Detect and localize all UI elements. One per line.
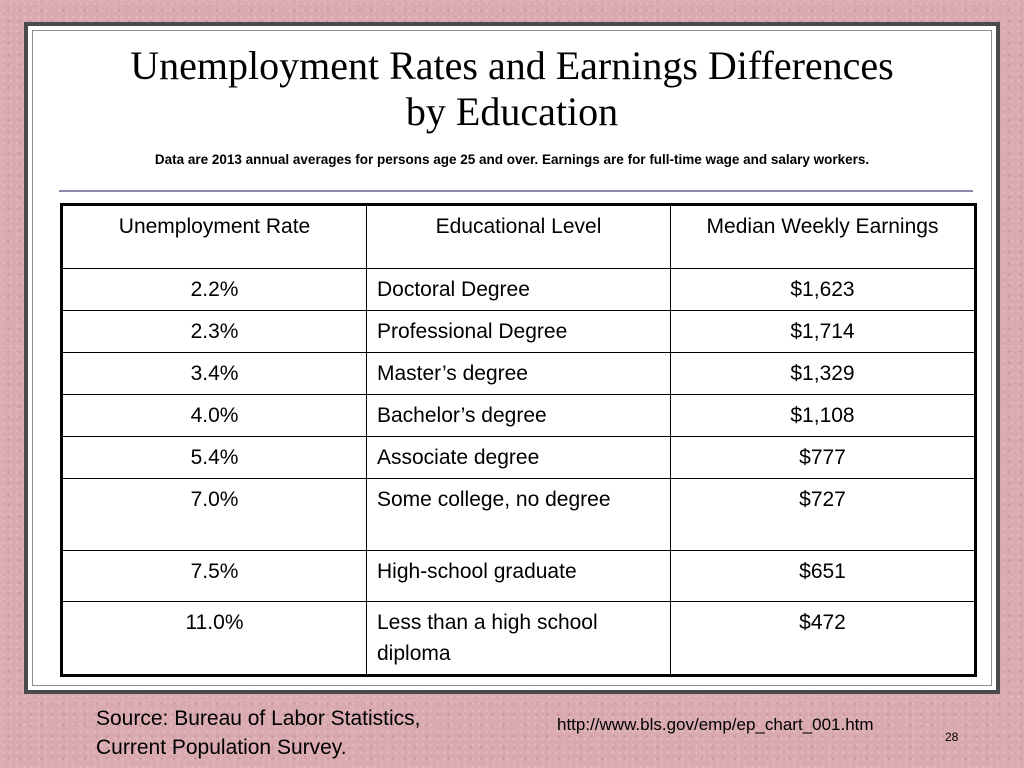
median-earnings-cell: $727 [671,479,976,551]
source-citation [96,704,421,762]
educational-level-cell: Doctoral Degree [367,269,671,311]
table-row [62,269,976,311]
source-line-1: Source: Bureau of Labor Statistics, [96,707,421,730]
slide-title-line-1: Unemployment Rates and Earnings Differences [130,43,894,88]
table-row [62,479,976,551]
header-educational-level: Educational Level [367,205,671,269]
unemployment-rate-cell: 11.0% [62,602,367,676]
educational-level-cell: High-school graduate [367,551,671,602]
slide-frame [24,22,1000,694]
education-table [60,203,977,677]
unemployment-rate-cell: 2.2% [62,269,367,311]
table-row [62,395,976,437]
educational-level-cell: Some college, no degree [367,479,671,551]
table-row [62,602,976,676]
header-median-weekly-earnings: Median Weekly Earnings [671,205,976,269]
unemployment-rate-cell: 3.4% [62,353,367,395]
source-url: http://www.bls.gov/emp/ep_chart_001.htm [557,715,874,734]
median-earnings-cell: $1,623 [671,269,976,311]
educational-level-cell: Associate degree [367,437,671,479]
table-row [62,311,976,353]
slide-title-line-2: by Education [405,89,619,134]
table-row [62,551,976,602]
slide-title [33,43,991,135]
unemployment-rate-cell: 4.0% [62,395,367,437]
header-unemployment-rate: Unemployment Rate [62,205,367,269]
educational-level-cell: Professional Degree [367,311,671,353]
slide-border [28,26,996,690]
slide-subtitle: Data are 2013 annual averages for persons age 25 and over. Earnings are for full-time wage and salary workers. [154,152,870,167]
unemployment-rate-cell: 7.0% [62,479,367,551]
educational-level-cell: Less than a high school diploma [367,602,671,676]
unemployment-rate-cell: 7.5% [62,551,367,602]
median-earnings-cell: $651 [671,551,976,602]
unemployment-rate-cell: 5.4% [62,437,367,479]
table-header-row [62,205,976,269]
median-earnings-cell: $1,714 [671,311,976,353]
source-line-2: Current Population Survey. [96,736,347,759]
educational-level-cell: Bachelor’s degree [367,395,671,437]
educational-level-cell: Master’s degree [367,353,671,395]
divider-line [59,190,973,192]
slide-number: 28 [945,730,959,744]
median-earnings-cell: $1,108 [671,395,976,437]
median-earnings-cell: $1,329 [671,353,976,395]
slide-content [32,30,992,686]
table-row [62,437,976,479]
table-row [62,353,976,395]
median-earnings-cell: $472 [671,602,976,676]
unemployment-rate-cell: 2.3% [62,311,367,353]
median-earnings-cell: $777 [671,437,976,479]
